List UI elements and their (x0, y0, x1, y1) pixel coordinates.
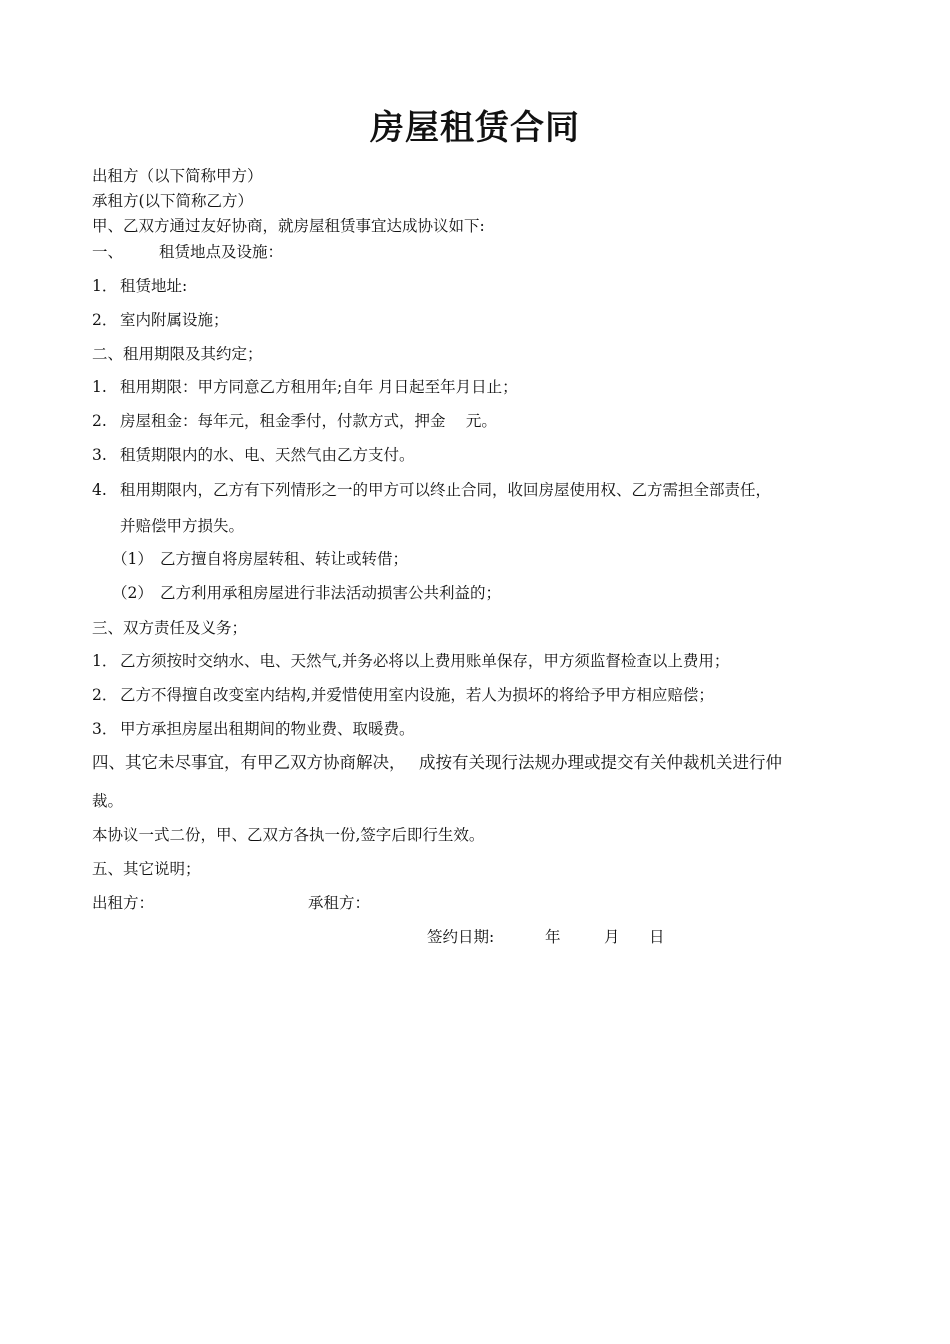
item-text: 乙方不得擅自改变室内结构,并爱惜使用室内设施，若人为损坏的将给予甲方相应赔偿； (120, 686, 714, 704)
sub-item-text: 乙方利用承租房屋进行非法活动损害公共利益的； (160, 584, 502, 602)
item-number: 1. (92, 378, 107, 396)
item-text: 房屋租金：每年元，租金季付，付款方式，押金 元。 (120, 412, 497, 430)
section5-heading: 五、其它说明； (92, 860, 201, 878)
list-item (92, 411, 497, 431)
sub-list-item (112, 583, 501, 603)
list-item (92, 377, 518, 397)
item-number: 3. (92, 446, 107, 464)
list-item (92, 480, 771, 500)
section1-heading-text: 租赁地点及设施： (159, 243, 284, 261)
page-title: 房屋租赁合同 (370, 108, 580, 148)
item-number: 4. (92, 481, 107, 499)
section4-line2: 裁。 (92, 792, 124, 810)
signing-date-label: 签约日期: (427, 928, 495, 946)
item-number: 3． (92, 720, 118, 738)
date-month-label: 月 (604, 928, 620, 946)
sub-item-number: （2） (112, 584, 153, 602)
lessee-intro: 承租方(以下简称乙方） (92, 192, 254, 210)
copies-note: 本协议一式二份，甲、乙双方各执一份,签字后即行生效。 (92, 826, 485, 844)
item-text: 租用期限：甲方同意乙方租用年;自年 月日起至年月日止； (120, 378, 518, 396)
list-item (92, 445, 415, 465)
sub-item-text: 乙方擅自将房屋转租、转让或转借； (160, 550, 409, 568)
preamble: 甲、乙双方通过友好协商，就房屋租赁事宜达成协议如下: (92, 217, 485, 235)
lessor-intro: 出租方（以下简称甲方） (92, 167, 263, 185)
item-text: 乙方须按时交纳水、电、天然气,并务必将以上费用账单保存，甲方须监督检查以上费用； (120, 652, 730, 670)
item-number: 1． (92, 277, 118, 295)
item-number: 2． (92, 686, 118, 704)
item-text: 甲方承担房屋出租期间的物业费、取暖费。 (120, 720, 415, 738)
section4-line1: 四、其它未尽事宜，有甲乙双方协商解决， 成按有关现行法规办理或提交有关仲裁机关进行仲 (92, 753, 782, 772)
item-text: 租用期限内，乙方有下列情形之一的甲方可以终止合同，收回房屋使用权、乙方需担全部责任， (120, 481, 772, 499)
lessor-signature-label: 出租方： (92, 894, 155, 912)
item-text: 并赔偿甲方损失。 (120, 517, 245, 535)
lessee-signature-label: 承租方： (308, 894, 371, 912)
sub-list-item (112, 549, 408, 569)
section3-heading: 三、双方责任及义务； (92, 619, 248, 637)
list-item-continuation (92, 516, 244, 536)
section2-heading: 二、租用期限及其约定； (92, 345, 263, 363)
list-item (92, 719, 415, 739)
list-item (92, 310, 229, 330)
section1-heading-num: 一、 (92, 243, 124, 261)
date-day-label: 日 (649, 928, 665, 946)
item-number: 1． (92, 652, 118, 670)
item-text: 租赁地址: (120, 277, 188, 295)
section1-heading (92, 242, 283, 262)
item-text: 租赁期限内的水、电、天然气由乙方支付。 (120, 446, 415, 464)
list-item (92, 276, 187, 296)
item-text: 室内附属设施； (120, 311, 229, 329)
date-year-label: 年 (545, 928, 561, 946)
sub-item-number: （1） (112, 550, 153, 568)
item-number: 2． (92, 311, 118, 329)
list-item (92, 685, 714, 705)
list-item (92, 651, 729, 671)
item-number: 2. (92, 412, 107, 430)
